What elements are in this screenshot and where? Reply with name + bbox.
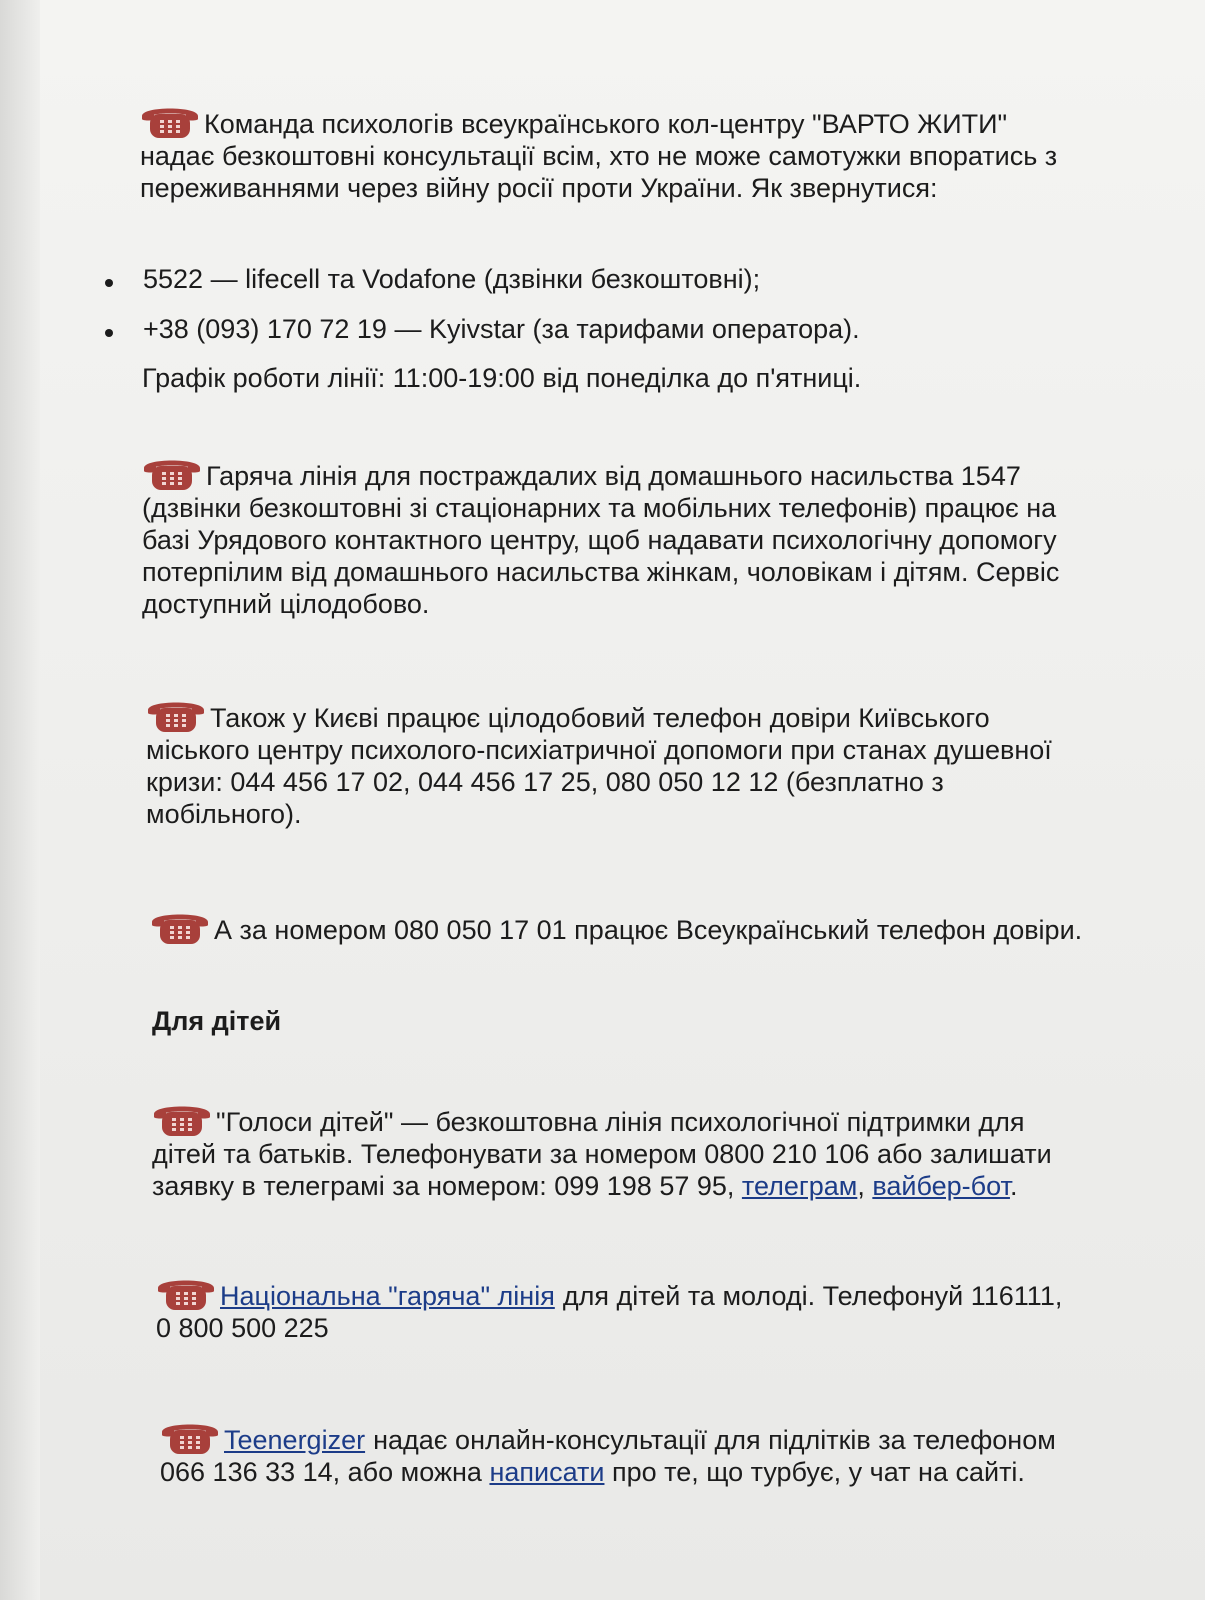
section2-line2: (дзвінки безкоштовні зі стаціонарних та мобільних телефонів) працює на <box>142 493 1057 523</box>
phone-icon <box>142 452 202 492</box>
section5-line3 <box>152 1170 1052 1202</box>
section5-line1: "Голоси дітей" — безкоштовна лінія психологічної підтримки для <box>216 1107 1025 1137</box>
section3-line1: Також у Києві працює цілодобовий телефон довіри Київського <box>210 703 990 733</box>
section-varto-zhyty <box>140 100 1057 204</box>
children-heading: Для дітей <box>152 1006 282 1036</box>
write-link[interactable]: написати <box>489 1457 605 1487</box>
section2-line4: потерпілим від домашнього насильства жінкам, чоловікам і дітям. Сервіс <box>142 557 1060 587</box>
page-edge-shadow <box>0 0 40 1600</box>
phone-icon <box>152 1098 212 1138</box>
section-national-hotline <box>156 1272 1062 1344</box>
section-domestic-violence <box>142 452 1059 620</box>
section5-line2: дітей та батьків. Телефонувати за номером 0800 210 106 або залишати <box>152 1139 1052 1169</box>
viber-bot-link[interactable]: вайбер-бот <box>872 1171 1010 1201</box>
phone-icon <box>150 906 210 946</box>
section2-line5: доступний цілодобово. <box>142 589 430 619</box>
teenergizer-link[interactable]: Teenergizer <box>224 1425 366 1455</box>
phone-icon <box>146 694 206 734</box>
period: . <box>1009 1171 1018 1201</box>
section7-line2-end: про те, що турбує, у чат на сайті. <box>611 1457 1025 1487</box>
phone-icon <box>156 1272 216 1312</box>
comma: , <box>857 1171 865 1201</box>
section7-line2-start: 066 136 33 14, або можна <box>160 1457 482 1487</box>
section7-line2 <box>160 1456 1056 1488</box>
section7-line1: надає онлайн-консультації для підлітків за телефоном <box>373 1425 1056 1455</box>
telegram-link[interactable]: телеграм <box>741 1171 858 1201</box>
section5-line3-text: заявку в телеграмі за номером: 099 198 57 95, <box>152 1171 735 1201</box>
section3-line4: мобільного). <box>146 799 302 829</box>
section3-line3: кризи: 044 456 17 02, 044 456 17 25, 080 050 12 12 (безплатно з <box>146 767 944 797</box>
section1-line1: Команда психологів всеукраїнського кол-центру "ВАРТО ЖИТИ" <box>204 109 1008 139</box>
bullet-icon <box>105 279 113 287</box>
section3-line2: міського центру психолого-психіатричної допомоги при станах душевної <box>146 735 1052 765</box>
section-kyiv-hotline <box>146 694 1052 830</box>
section-national-trust-line <box>150 906 1082 946</box>
bullet-text: +38 (093) 170 72 19 — Kyivstar (за тарифами оператора). <box>143 314 860 344</box>
section6-line2: 0 800 500 225 <box>156 1313 329 1343</box>
bullet-icon <box>105 329 113 337</box>
section-holosy-ditei <box>152 1098 1052 1202</box>
section1-line3: переживаннями через війну росії проти України. Як звернутися: <box>140 173 938 203</box>
section-teenergizer <box>160 1416 1056 1488</box>
section2-line1: Гаряча лінія для постраждалих від домашнього насильства 1547 <box>206 461 1021 491</box>
phone-icon <box>140 100 200 140</box>
bullet-text: 5522 — lifecell та Vodafone (дзвінки безкоштовні); <box>143 264 761 294</box>
phone-icon <box>160 1416 220 1456</box>
section2-line3: базі Урядового контактного центру, щоб надавати психологічну допомогу <box>142 525 1057 555</box>
section1-line2: надає безкоштовні консультації всім, хто не може самотужки впоратись з <box>140 141 1058 171</box>
section6-line1: для дітей та молоді. Телефонуй 116111, <box>562 1281 1063 1311</box>
schedule-text: Графік роботи лінії: 11:00-19:00 від понеділка до п'ятниці. <box>142 363 862 393</box>
national-hotline-link[interactable]: Національна "гаряча" лінія <box>220 1281 555 1311</box>
section4-line1: А за номером 080 050 17 01 працює Всеукраїнський телефон довіри. <box>214 915 1083 945</box>
